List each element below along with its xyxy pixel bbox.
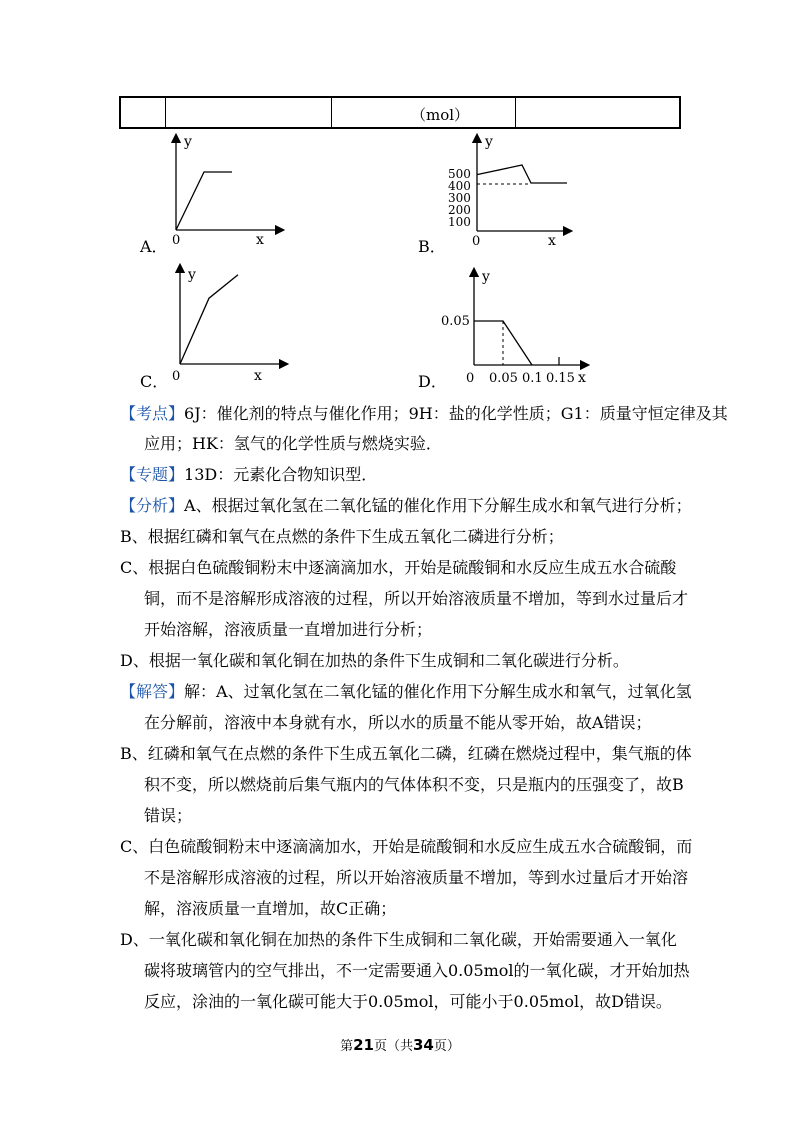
graph-b: [418, 134, 568, 256]
jieda-line-c2: 不是溶解形成溶液的过程，所以开始溶液质量不增加，等到水过量后才开始溶: [144, 868, 689, 887]
fenxi-line-a: [120, 494, 692, 518]
kaodian-line-1: [120, 402, 728, 426]
graph-c-x-label: x: [254, 368, 262, 384]
graph-d-y-label: y: [482, 269, 490, 285]
fenxi-text-a: A、根据过氧化氢在二氧化锰的催化作用下分解生成水和氧气进行分析；: [184, 496, 692, 515]
jieda-line-d3: 反应，涂油的一氧化碳可能大于0.05mol，可能小于0.05mol，故D错误。: [144, 992, 672, 1011]
page-footer: [0, 1035, 800, 1054]
jieda-line-d2: 碳将玻璃管内的空气排出，不一定需要通入0.05mol的一氧化碳，才开始加热: [144, 961, 690, 980]
fenxi-line-b: B、根据红磷和氧气在点燃的条件下生成五氧化二磷进行分析；: [120, 527, 564, 546]
graph-a-series-line: [176, 172, 232, 230]
graph-c-y-label: y: [188, 267, 196, 283]
footer-pre: 第: [340, 1039, 354, 1054]
zhuanti-line: [120, 463, 377, 487]
jieda-line-d1: D、一氧化碳和氧化铜在加热的条件下生成铜和二氧化碳，开始需要通入一氧化: [120, 930, 677, 949]
option-b-label: B．: [418, 237, 446, 256]
footer-page-number: 21: [353, 1036, 374, 1054]
graph-d-origin: 0: [466, 371, 475, 386]
graph-b-origin: 0: [472, 234, 481, 249]
graph-a-x-label: x: [256, 232, 264, 248]
graph-c-origin: 0: [172, 369, 181, 384]
jieda-line-c1: C、白色硫酸铜粉末中逐滴滴加水，开始是硫酸铜和水反应生成五水合硫酸铜，而: [120, 837, 693, 856]
option-graphs: [0, 0, 800, 400]
fenxi-line-d: D、根据一氧化碳和氧化铜在加热的条件下生成铜和二氧化碳进行分析。: [120, 651, 629, 670]
graph-a: [139, 134, 280, 256]
jieda-line-c3: 解，溶液质量一直增加，故C正确；: [144, 899, 397, 918]
jieda-line-b2: 积不变，所以燃烧前后集气瓶内的气体体积不变，只是瓶内的压强变了，故B: [144, 775, 684, 794]
graph-d-x-tick-0.1: 0.1: [522, 371, 543, 386]
graph-a-origin: 0: [172, 233, 181, 248]
graph-b-tick-300: 300: [448, 191, 471, 205]
option-a-label: A．: [140, 237, 168, 256]
kaodian-text-1: 6J：催化剂的特点与催化作用；9H：盐的化学性质；G1：质量守恒定律及其: [184, 404, 728, 423]
graph-b-tick-500: 500: [448, 167, 471, 181]
zhuanti-text: 13D：元素化合物知识型．: [184, 465, 378, 484]
fenxi-line-c2: 铜，而不是溶解形成溶液的过程，所以开始溶液质量不增加，等到水过量后才: [144, 589, 689, 608]
fenxi-tag: 【分析】: [120, 496, 185, 515]
jieda-tag: 【解答】: [120, 682, 185, 701]
graph-b-tick-100: 100: [448, 215, 471, 229]
graph-a-y-label: y: [184, 134, 192, 150]
graph-b-x-label: x: [548, 233, 556, 249]
graph-b-tick-200: 200: [448, 203, 471, 217]
graph-d-x-tick-0.15: 0.15: [546, 371, 575, 386]
option-d-label: D．: [418, 372, 447, 391]
jieda-line-b1: B、红磷和氧气在点燃的条件下生成五氧化二磷，红磷在燃烧过程中，集气瓶的体: [120, 744, 692, 763]
graph-b-tick-400: 400: [448, 179, 471, 193]
fenxi-line-c3: 开始溶解，溶液质量一直增加进行分析；: [144, 620, 433, 639]
graph-b-y-label: y: [485, 134, 493, 150]
kaodian-tag: 【考点】: [120, 404, 185, 423]
footer-total-pages: 34: [413, 1036, 434, 1054]
graph-c: [140, 267, 284, 391]
jieda-line-a2: 在分解前，溶液中本身就有水，所以水的质量不能从零开始，故A错误；: [144, 713, 652, 732]
footer-post: 页）: [433, 1039, 460, 1054]
graph-c-series-line: [180, 275, 238, 364]
graph-d-y-tick: 0.05: [441, 314, 470, 329]
graph-d: [418, 269, 586, 391]
option-c-label: C．: [140, 372, 169, 391]
graph-b-series-line: [477, 165, 567, 183]
graph-d-x-tick-0.05: 0.05: [489, 371, 518, 386]
fenxi-line-c1: C、根据白色硫酸铜粉末中逐滴滴加水，开始是硫酸铜和水反应生成五水合硫酸: [120, 558, 677, 577]
jieda-line-b3: 错误；: [144, 806, 193, 825]
kaodian-line-2: 应用；HK：氢气的化学性质与燃烧实验．: [144, 434, 442, 453]
zhuanti-tag: 【专题】: [120, 465, 185, 484]
footer-mid: 页（共: [373, 1039, 413, 1054]
table-unit-label: （mol）: [411, 106, 470, 124]
graph-d-x-label: x: [578, 370, 586, 386]
jieda-line-a1: [120, 680, 692, 704]
jieda-text-a1: 解：A、过氧化氢在二氧化锰的催化作用下分解生成水和氧气，过氧化氢: [184, 682, 692, 701]
